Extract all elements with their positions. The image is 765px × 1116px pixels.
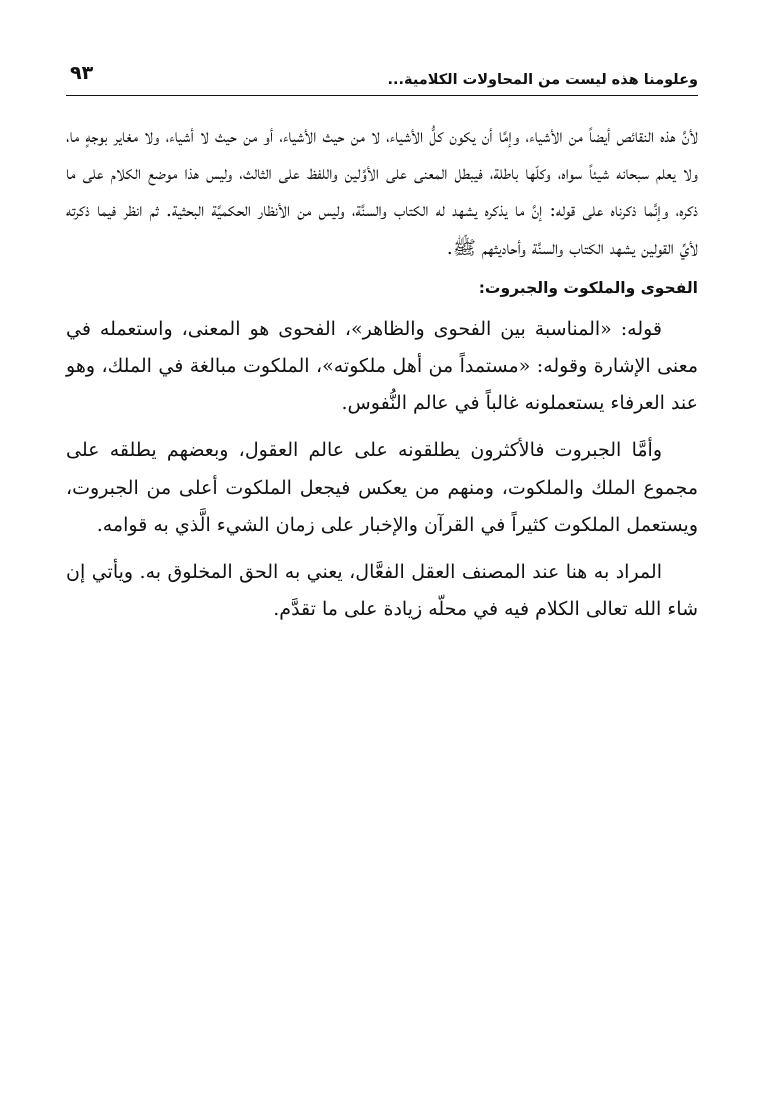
header-rule — [66, 95, 698, 96]
running-header — [66, 62, 698, 92]
paragraph-2: قوله: «المناسبة بين الفحوى والظاهر»، الفحوى هو المعنى، واستعمله في معنى الإشارة وقوله: «مستمداً من أهل ملكوته»، الملكوت مبالغة في الملك، وهو عند العرفاء يستعملونه غالباً في عالم النُّفوس. — [66, 317, 698, 415]
page-body — [66, 118, 698, 628]
paragraph-3: وأمَّا الجبروت فالأكثرون يطلقونه على عالم العقول، وبعضهم يطلقه على مجموع الملك والملكوت، ومنهم من يعكس فيجعل الملكوت أعلى من الجبروت، ويستعمل الملكوت كثيراً في القرآن والإخبار على زمان الشيء الَّذي به قوامه. — [66, 439, 698, 536]
paragraph-1: لأنَّ هذه النقائص أيضاً من الأشياء، وإمَّا أن يكون كلُّ الأشياء، لا من حيث الأشياء، أو من حيث لا أشياء، ولا مغاير بوجهٍ ما، ولا يعلم سبحانه شيئاً سواه، وكلّها باطلة، فيبطل المعنى على الأوَّلين واللفظ على الثالث، وليس هذا موضع الكلام على ما ذكره، وإنَّما ذكرناه على قوله: إنَّ ما يذكره يشهد له الكتاب والسنَّة، وليس من الأنظار الحكميَّة البحثية. ثم انظر فيما ذكرته لأيِّ القولين يشهد الكتاب والسنَّة وأحاديثهم ﷺ. — [66, 125, 698, 259]
page-number: ٩٣ — [70, 62, 94, 84]
running-title: وعلومنا هذه ليست من المحاولات الكلامية... — [387, 72, 698, 88]
paragraph-4: المراد به هنا عند المصنف العقل الفعَّال، يعني به الحق المخلوق به. ويأتي إن شاء الله تعالى الكلام فيه في محلّه زيادة على ما تقدَّم. — [66, 561, 698, 621]
section-heading: الفحوى والملكوت والجبروت: — [478, 278, 698, 297]
